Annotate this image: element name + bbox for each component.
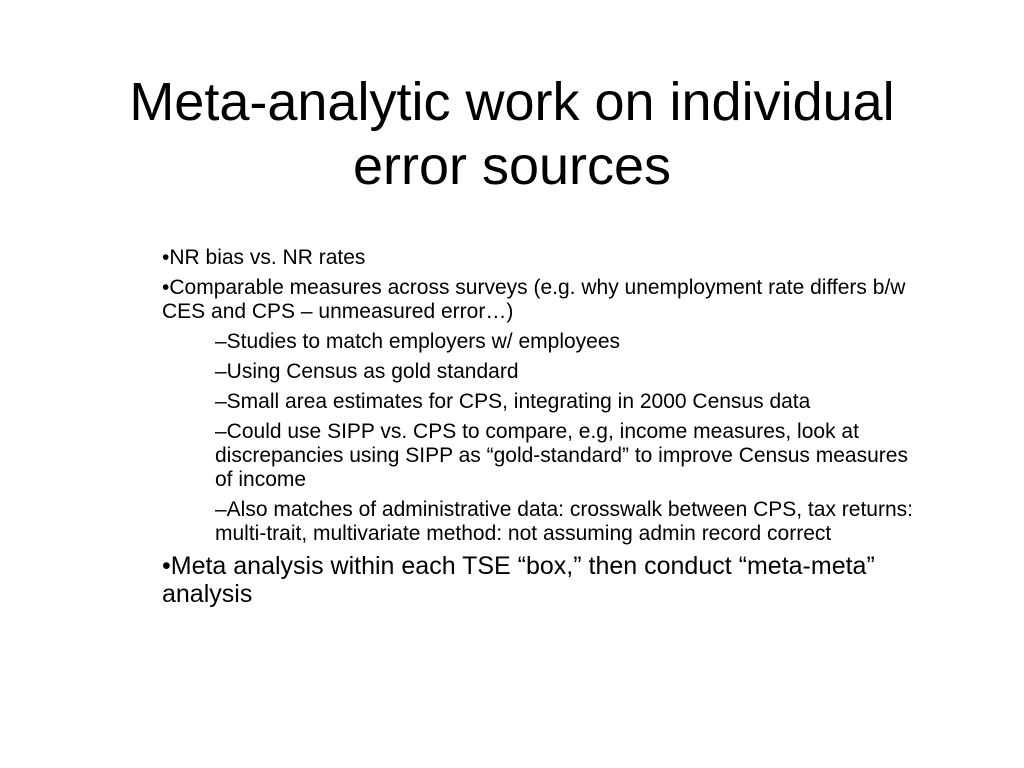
bullet-list: [162, 246, 942, 614]
bullet-meta-analysis: •Meta analysis within each TSE “box,” then conduct “meta-meta” analysis: [162, 552, 875, 608]
bullet-comparable-measures: •Comparable measures across surveys (e.g. why unemployment rate differs b/w CES and CPS – unmeasured error…): [162, 276, 906, 323]
slide-title: [60, 70, 964, 198]
sub-bullet-census-gold-standard: –Using Census as gold standard: [215, 360, 519, 383]
bullet-nr-bias: •NR bias vs. NR rates: [162, 246, 366, 269]
sub-bullet-match-employers: –Studies to match employers w/ employees: [215, 330, 621, 353]
sub-bullet-administrative-data: –Also matches of administrative data: crosswalk between CPS, tax returns: multi-trait, multivariate method: not assuming admin record correct: [215, 498, 913, 545]
slide-title-line-2: error sources: [352, 136, 672, 196]
slide-title-line-1: Meta-analytic work on individual: [129, 72, 895, 132]
sub-bullet-small-area-estimates: –Small area estimates for CPS, integrating in 2000 Census data: [215, 390, 811, 413]
sub-bullet-sipp-vs-cps: –Could use SIPP vs. CPS to compare, e.g, income measures, look at discrepancies using SIPP as “gold-standard” to improve Census measures of income: [215, 420, 908, 491]
